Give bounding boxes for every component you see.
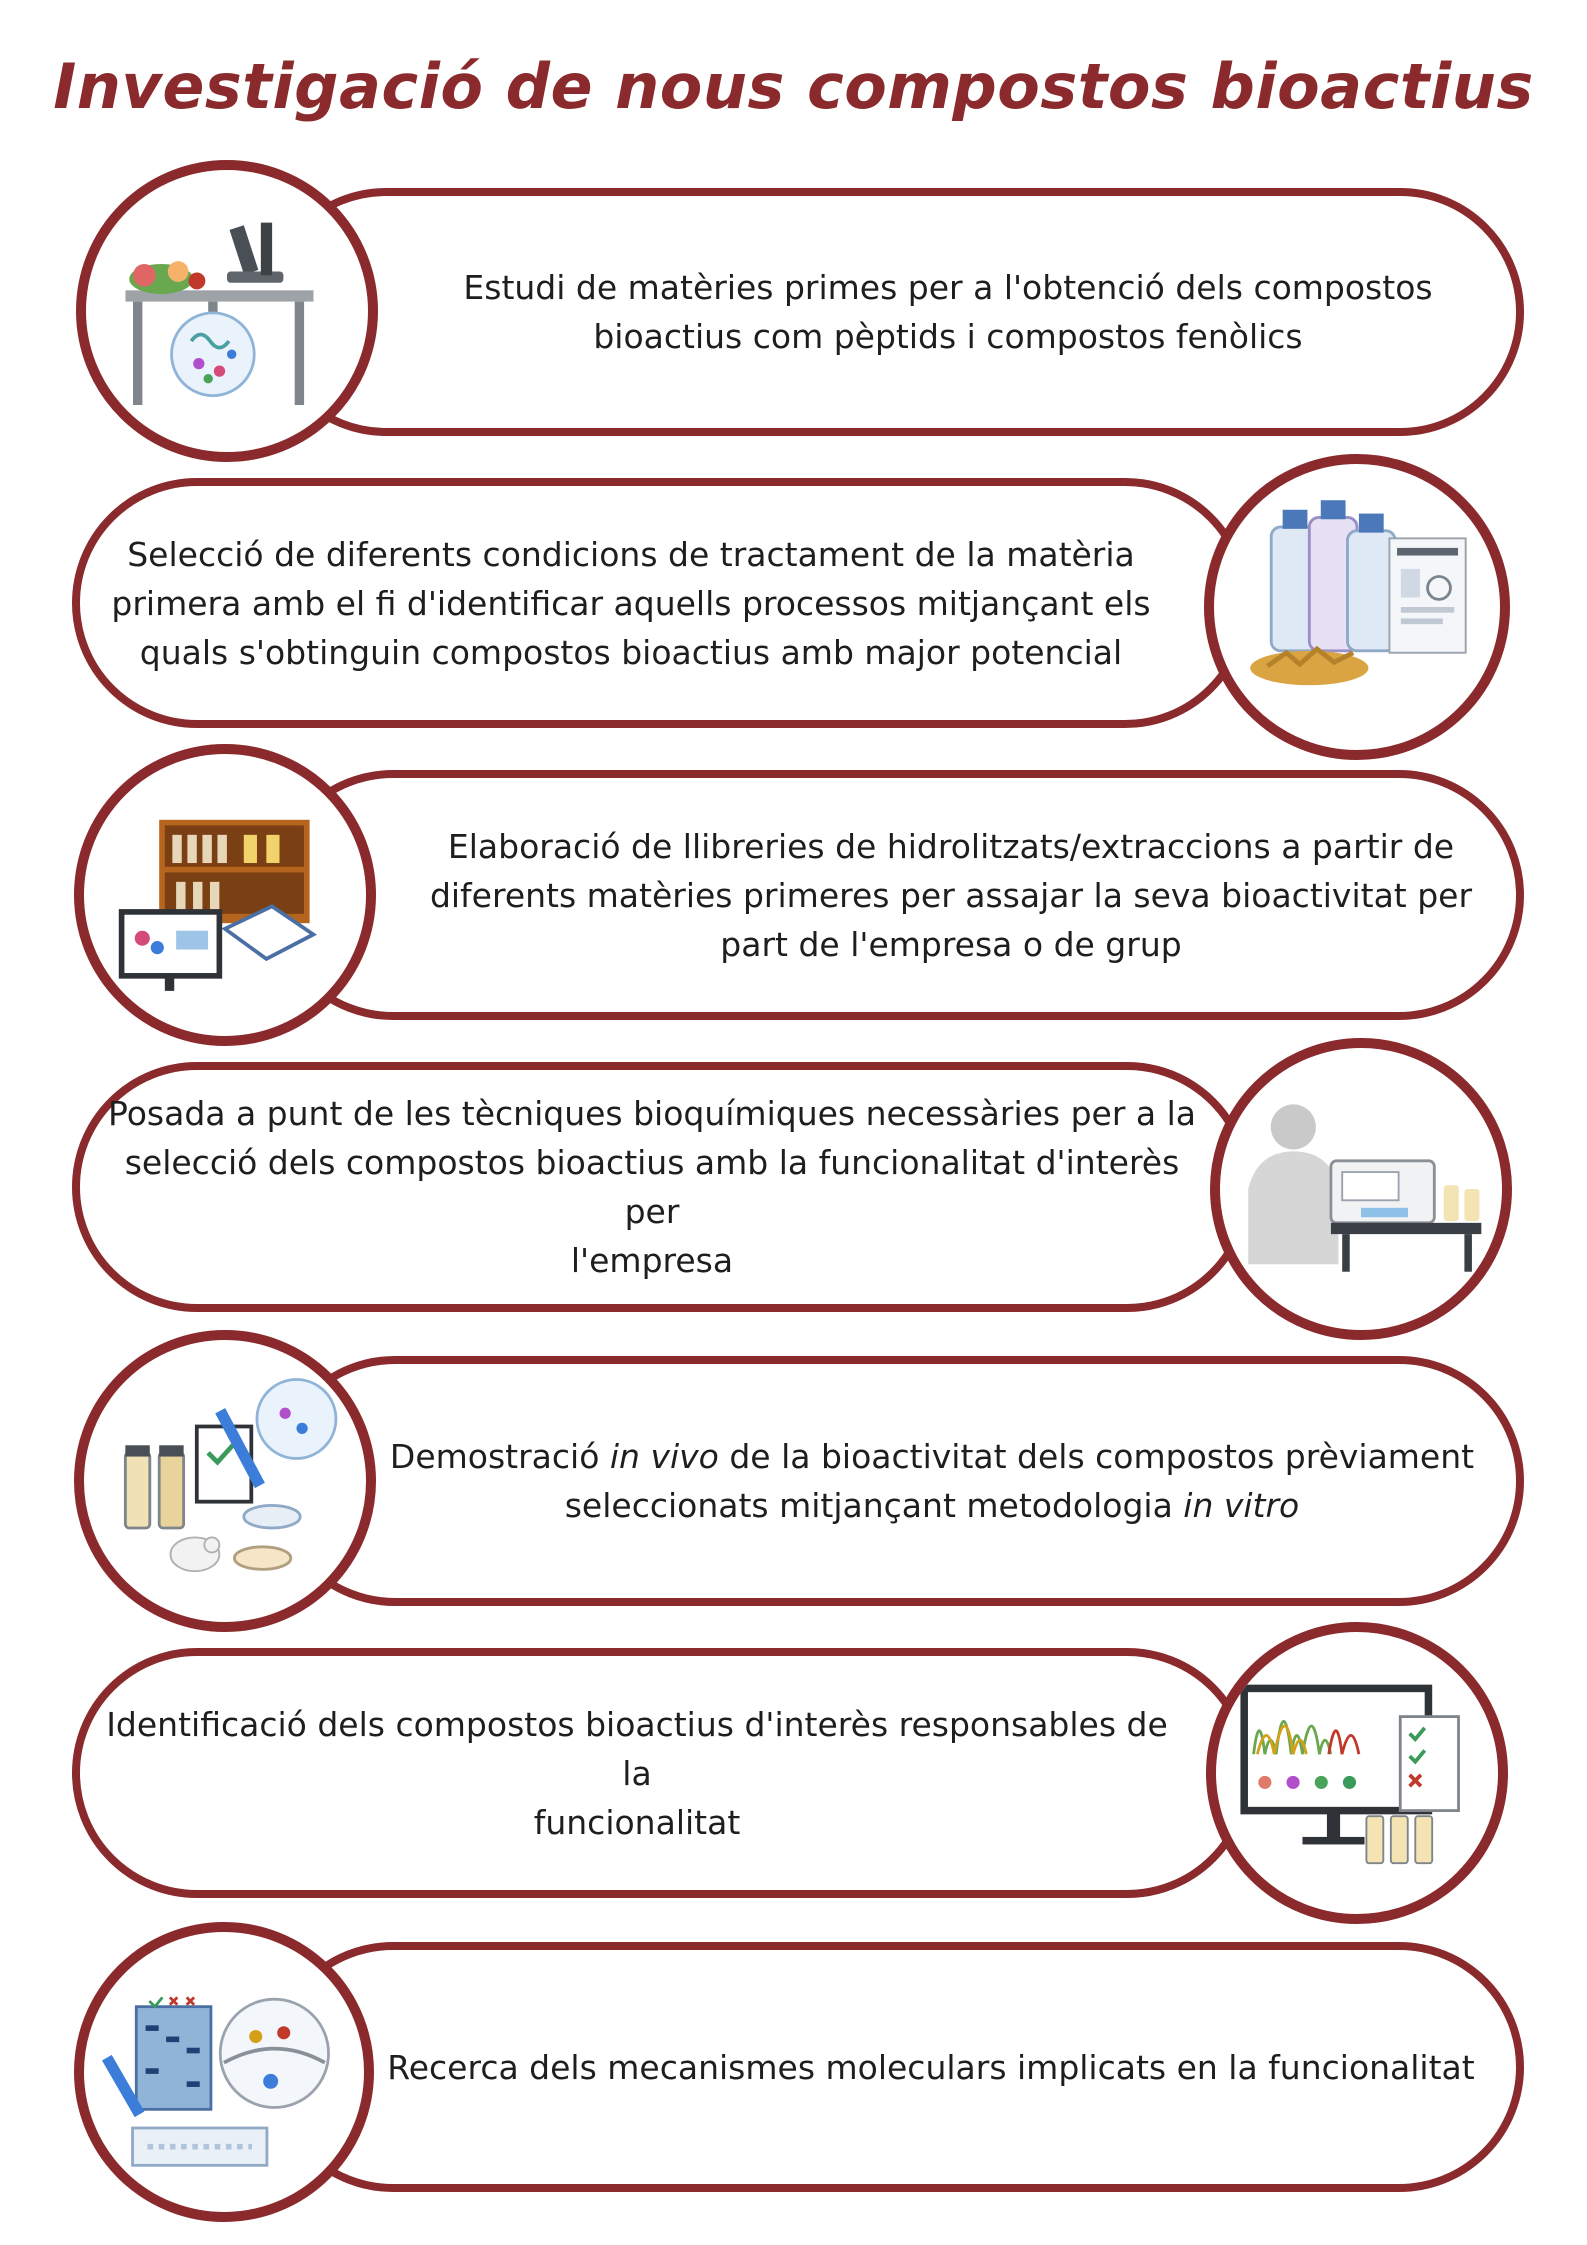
step-7-line-1: Recerca dels mecanismes moleculars implicats en la funcionalitat — [387, 2047, 1475, 2087]
step-7-pill — [268, 1942, 1524, 2192]
step-5-line-1-pre: Demostració — [389, 1437, 610, 1476]
step-3-line-3: part de l'empresa o de grup — [720, 924, 1182, 964]
bottles-conditions-sheet-icon — [1204, 454, 1510, 760]
step-2-line-2: primera amb el fi d'identificar aquells processos mitjançant els — [111, 583, 1151, 623]
step-1-line-1: Estudi de matèries primes per a l'obtenció dels compostos — [463, 268, 1433, 307]
step-5-line-2 — [390, 1481, 1474, 1530]
step-3-pill — [268, 770, 1524, 1020]
step-4-line-3: l'empresa — [570, 1241, 734, 1280]
step-2-line-1: Selecció de diferents condicions de tractament de la matèria — [127, 534, 1135, 574]
step-5-line-1 — [390, 1432, 1474, 1481]
step-3-text — [430, 822, 1472, 969]
lab-bench-vegetables-microscope-icon — [76, 160, 378, 462]
step-3-line-1: Elaboració de llibreries de hidrolitzats/extraccions a partir de — [447, 826, 1455, 866]
step-2-pill — [72, 478, 1250, 728]
step-6-line-2: funcionalitat — [533, 1802, 741, 1842]
step-5-text — [390, 1432, 1474, 1530]
step-1-pill — [262, 188, 1524, 436]
step-1-text — [463, 263, 1432, 361]
step-7-text — [387, 2043, 1474, 2092]
step-2-line-3: quals s'obtinguin compostos bioactius amb major potencial — [139, 632, 1123, 672]
step-4-text — [100, 1089, 1204, 1285]
step-6-line-1: Identificació dels compostos bioactius d'interès responsables de la — [106, 1704, 1168, 1793]
step-1-line-2: bioactius com pèptids i compostos fenòlics — [593, 317, 1303, 356]
step-5-line-2-pre: seleccionats mitjançant metodologia — [564, 1486, 1184, 1525]
scientist-lab-machine-icon — [1210, 1038, 1512, 1340]
step-6-pill — [72, 1648, 1252, 1898]
shelf-book-monitor-icon — [74, 744, 376, 1046]
step-5-line-1-post: de la bioactivitat dels compostos prèviament — [718, 1437, 1475, 1476]
page-title: Investigació de nous compostos bioactius — [53, 50, 1534, 123]
gel-pipette-cell-pathway-icon — [74, 1922, 374, 2222]
step-2-text — [111, 530, 1150, 677]
step-5-pill — [270, 1356, 1524, 1606]
step-5-line-1-emphasis: in vivo — [609, 1437, 719, 1476]
chromatogram-monitor-checklist-icon — [1206, 1622, 1508, 1924]
step-4-line-1: Posada a punt de les tècniques bioquímiques necessàries per a la — [107, 1094, 1197, 1133]
step-3-line-2: diferents matèries primeres per assajar la seva bioactivitat per — [429, 875, 1473, 915]
mouse-pipette-petri-icon — [74, 1330, 376, 1632]
step-4-line-2: selecció dels compostos bioactius amb la funcionalitat d'interès per — [124, 1143, 1180, 1231]
step-6-text — [100, 1700, 1174, 1847]
step-5-line-2-emphasis: in vitro — [1183, 1486, 1300, 1525]
step-4-pill — [72, 1062, 1252, 1312]
